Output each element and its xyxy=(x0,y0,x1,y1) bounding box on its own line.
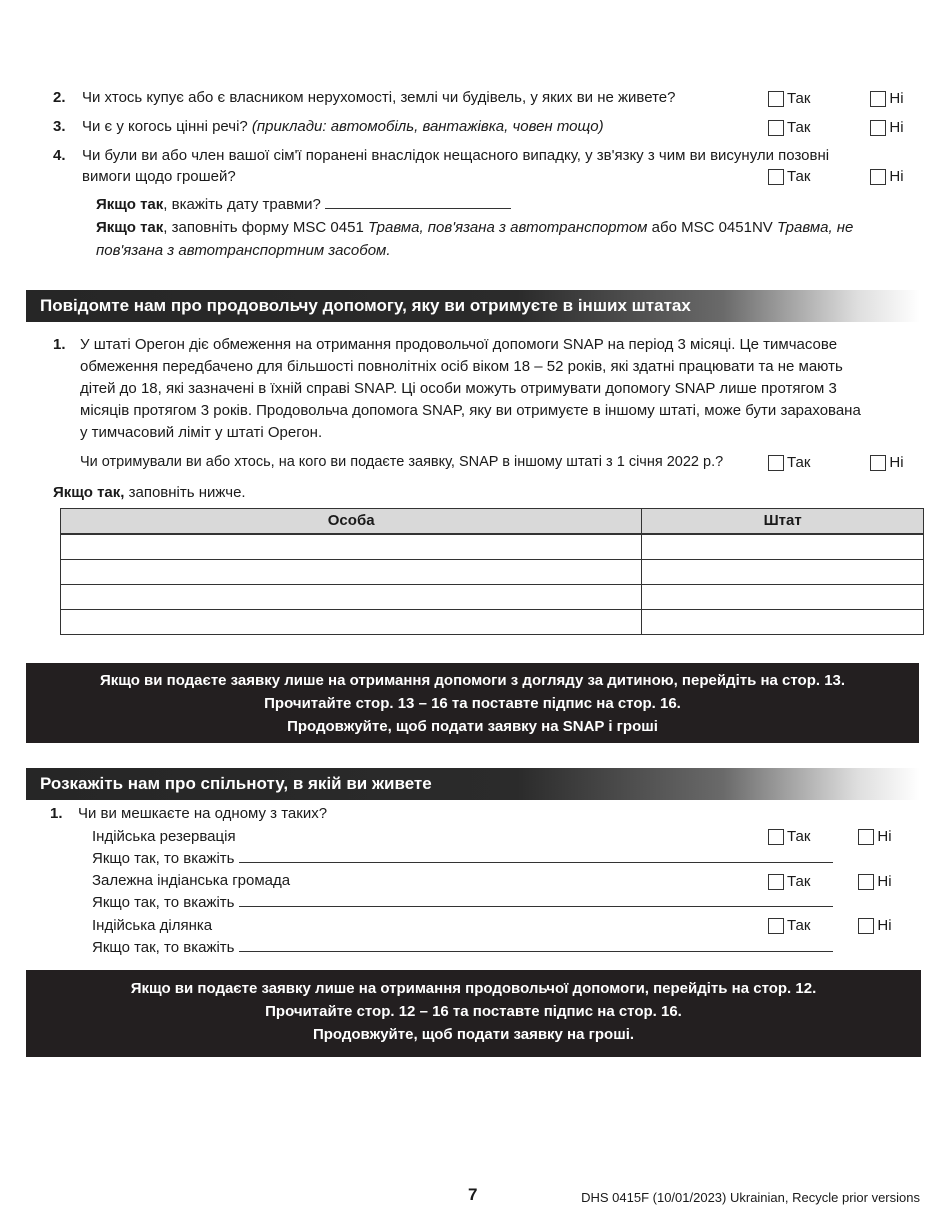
table-row xyxy=(61,610,924,635)
table-row xyxy=(61,585,924,610)
snap-other-state-question: Чи отримували ви або хтось, на кого ви подаєте заявку, SNAP в іншому штаті з 1 січня 2022 р.? xyxy=(80,454,724,470)
community-item-1-yes-checkbox[interactable] xyxy=(768,829,784,845)
notice-childcare-line: Якщо ви подаєте заявку лише на отримання допомоги з догляду за дитиною, перейдіть на стор. 13. xyxy=(99,672,846,689)
community-item-2-no-checkbox[interactable] xyxy=(858,874,874,890)
question-3-no-checkbox[interactable] xyxy=(870,120,886,136)
question-3-text xyxy=(82,116,604,138)
community-item-1-options xyxy=(768,826,892,848)
injury-form-note xyxy=(96,217,916,239)
community-item-2-specify-row xyxy=(92,891,833,914)
table-header-state: Штат xyxy=(642,509,924,535)
yes-label: Так xyxy=(787,917,811,934)
yes-label: Так xyxy=(787,873,811,890)
yes-label: Так xyxy=(787,168,811,185)
community-item-3-specify-row xyxy=(92,936,833,959)
injury-if-yes: Якщо так xyxy=(96,196,164,213)
notice-food-line: Якщо ви подаєте заявку лише на отримання продовольчої допомоги, перейдіть на стор. 12. xyxy=(130,980,817,997)
community-item-specify: Якщо так, то вкажіть xyxy=(92,894,235,911)
section-food-title: Повідомте нам про продовольчу допомогу, яку ви отримуєте в інших штатах xyxy=(26,290,920,322)
form-id: DHS 0415F (10/01/2023) Ukrainian, Recycle prior versions xyxy=(581,1190,920,1205)
community-item-label: Індійська резервація xyxy=(92,828,236,845)
question-4-options xyxy=(768,166,904,188)
table-row xyxy=(61,534,924,560)
injury-form-italic-2a: Травма, не xyxy=(776,219,854,236)
no-label: Ні xyxy=(889,454,904,471)
community-item-2-options xyxy=(768,871,892,893)
injury-form-text-2: або MSC 0451NV xyxy=(651,219,773,236)
no-label: Ні xyxy=(889,90,904,107)
community-item-specify: Якщо так, то вкажіть xyxy=(92,850,235,867)
fill-below-text: заповніть нижче. xyxy=(128,484,246,501)
question-3-example: (приклади: автомобіль, вантажівка, човен тощо) xyxy=(251,118,604,135)
question-3-options xyxy=(768,117,904,139)
snap-other-state-yes-checkbox[interactable] xyxy=(768,455,784,471)
community-item-specify: Якщо так, то вкажіть xyxy=(92,939,235,956)
no-label: Ні xyxy=(877,828,892,845)
injury-date-field[interactable] xyxy=(325,193,511,209)
yes-label: Так xyxy=(787,90,811,107)
food-paragraph-line: обмеження передбачено для більшості повнолітніх осіб віком 18 – 52 років, які здатні працювати та не мають xyxy=(80,358,843,375)
no-label: Ні xyxy=(877,917,892,934)
community-item-label: Індійська ділянка xyxy=(92,917,213,934)
question-4-number: 4. xyxy=(53,147,66,164)
question-2-number: 2. xyxy=(53,89,66,106)
table-cell-person[interactable] xyxy=(61,560,642,585)
community-item-2-specify-field[interactable] xyxy=(239,891,833,907)
community-question-text: Чи ви мешкаєте на одному з таких? xyxy=(78,805,328,822)
food-paragraph-line: місяців протягом 3 років. Продовольча допомога SNAP, яку ви отримуєте в іншому штаті, може бути зарахована xyxy=(80,402,861,419)
no-label: Ні xyxy=(889,168,904,185)
food-question-number: 1. xyxy=(53,336,66,353)
table-header-person: Особа xyxy=(61,509,642,535)
notice-food xyxy=(26,970,921,1057)
community-item-label: Залежна індіанська громада xyxy=(92,872,291,889)
notice-food-line: Продовжуйте, щоб подати заявку на гроші. xyxy=(312,1026,635,1043)
notice-childcare-line: Прочитайте стор. 13 – 16 та поставте підпис на стор. 16. xyxy=(264,695,681,712)
community-question-number: 1. xyxy=(50,805,63,822)
table-cell-state[interactable] xyxy=(642,560,924,585)
food-paragraph xyxy=(80,334,920,444)
injury-form-if-yes: Якщо так xyxy=(96,219,164,236)
section-community-title: Розкажіть нам про спільноту, в якій ви живете xyxy=(26,768,920,800)
injury-date-line xyxy=(96,193,511,216)
table-cell-state[interactable] xyxy=(642,585,924,610)
injury-form-italic-2b: пов'язана з автотранспортним засобом. xyxy=(96,242,391,259)
food-paragraph-line: У штаті Орегон діє обмеження на отримання продовольчої допомоги SNAP на період 3 місяці. Це тимчасове xyxy=(80,336,838,353)
table-cell-state[interactable] xyxy=(642,534,924,560)
no-label: Ні xyxy=(877,873,892,890)
question-2-options xyxy=(768,88,904,110)
fill-below-note xyxy=(53,482,246,504)
notice-food-line: Прочитайте стор. 12 – 16 та поставте підпис на стор. 16. xyxy=(265,1003,682,1020)
injury-date-text: , вкажіть дату травми? xyxy=(163,196,321,213)
food-paragraph-line: дітей до 18, які зазначені в їхній справі SNAP. Ці особи можуть отримувати допомогу SNAP лише протягом 3 xyxy=(80,380,837,397)
yes-label: Так xyxy=(787,119,811,136)
community-item-3-options xyxy=(768,915,892,937)
notice-childcare xyxy=(26,663,919,743)
table-cell-person[interactable] xyxy=(61,585,642,610)
community-item-1-specify-field[interactable] xyxy=(239,847,833,863)
page-number: 7 xyxy=(468,1185,478,1204)
question-4-yes-checkbox[interactable] xyxy=(768,169,784,185)
question-3-main: Чи є у когось цінні речі? xyxy=(82,118,248,135)
community-item-1-specify-row xyxy=(92,847,833,870)
question-3-yes-checkbox[interactable] xyxy=(768,120,784,136)
question-4-line-2: вимоги щодо грошей? xyxy=(82,168,236,185)
community-item-1-no-checkbox[interactable] xyxy=(858,829,874,845)
question-4-no-checkbox[interactable] xyxy=(870,169,886,185)
table-header-row xyxy=(61,509,924,535)
community-item-3-specify-field[interactable] xyxy=(239,936,833,952)
question-4-line-1: Чи були ви або член вашої сім'ї поранені внаслідок нещасного випадку, у зв'язку з чим ви висунули позовні xyxy=(82,147,830,164)
table-cell-person[interactable] xyxy=(61,610,642,635)
table-row xyxy=(61,560,924,585)
food-paragraph-line: у тимчасовий ліміт у штаті Орегон. xyxy=(80,424,323,441)
no-label: Ні xyxy=(889,119,904,136)
injury-form-text-1: , заповніть форму MSC 0451 xyxy=(163,219,364,236)
community-item-2-yes-checkbox[interactable] xyxy=(768,874,784,890)
snap-other-state-table xyxy=(60,508,924,635)
community-item-3-yes-checkbox[interactable] xyxy=(768,918,784,934)
table-cell-state[interactable] xyxy=(642,610,924,635)
question-3-number: 3. xyxy=(53,118,66,135)
question-2-yes-checkbox[interactable] xyxy=(768,91,784,107)
community-item-3-no-checkbox[interactable] xyxy=(858,918,874,934)
snap-other-state-options xyxy=(768,452,904,474)
injury-form-italic-1: Травма, пов'язана з автотранспортом xyxy=(367,219,648,236)
yes-label: Так xyxy=(787,828,811,845)
snap-other-state-no-checkbox[interactable] xyxy=(870,455,886,471)
question-2-no-checkbox[interactable] xyxy=(870,91,886,107)
fill-below-bold: Якщо так, xyxy=(53,484,125,501)
yes-label: Так xyxy=(787,454,811,471)
question-2-text: Чи хтось купує або є власником нерухомості, землі чи будівель, у яких ви не живете? xyxy=(82,89,676,106)
table-cell-person[interactable] xyxy=(61,534,642,560)
notice-childcare-line: Продовжуйте, щоб подати заявку на SNAP і гроші xyxy=(287,718,658,735)
